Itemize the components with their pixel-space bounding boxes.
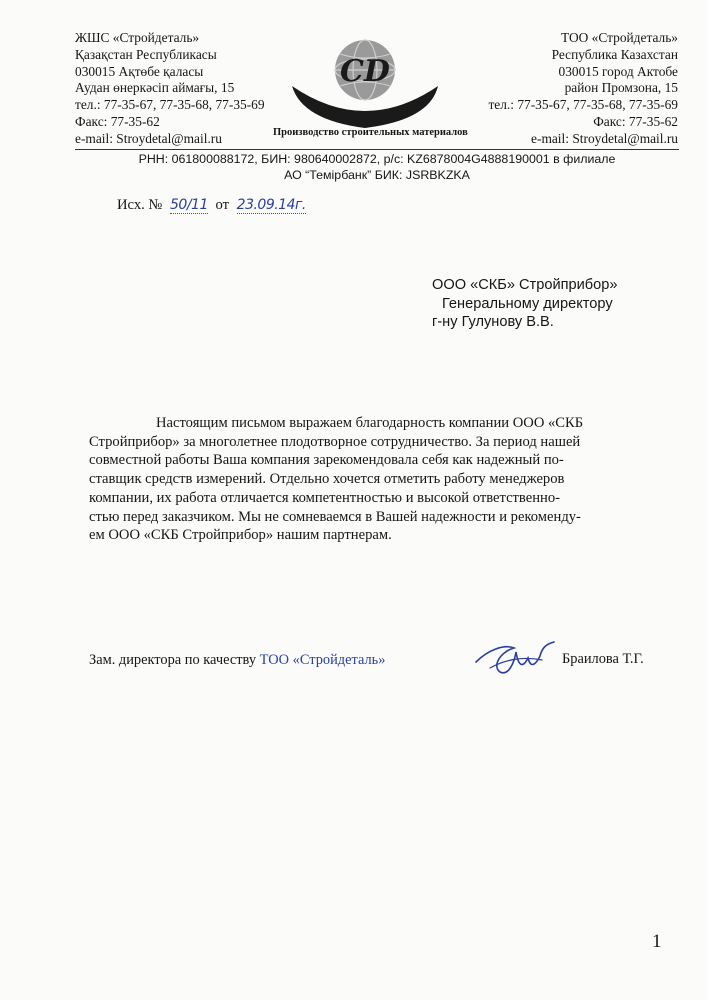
company-logo (290, 24, 440, 134)
letterhead-right-line: тел.: 77-35-67, 77-35-68, 77-35-69 (488, 97, 678, 113)
outgoing-date: 23.09.14г. (236, 197, 306, 213)
letterhead-divider (75, 149, 679, 150)
addressee-line: ООО «СКБ» Стройприбор» (432, 277, 618, 293)
letterhead-left-line: тел.: 77-35-67, 77-35-68, 77-35-69 (75, 97, 265, 113)
body-line: компании, их работа отличается компетентностью и высокой ответственно- (89, 489, 560, 506)
body-line: Настоящим письмом выражаем благодарность компании ООО «СКБ (156, 415, 584, 431)
addressee-line: Генеральному директору (442, 295, 613, 312)
letterhead-right-line: ТОО «Стройдеталь» (560, 30, 678, 45)
letterhead-right-line: район Промзона, 15 (564, 80, 678, 96)
body-line: ем ООО «СКБ Стройприбор» нашим партнерам. (89, 527, 392, 544)
body-line: совместной работы Ваша компания зарекомендовала себя как надежный по- (89, 452, 564, 469)
signatory-company: ТОО «Стройдеталь» (259, 652, 386, 668)
letterhead-left-line: Аудан өнеркәсіп аймағы, 15 (75, 80, 235, 96)
letter-body (89, 414, 583, 545)
addressee-line: г-ну Гулунову В.В. (432, 314, 554, 330)
body-line: стью перед заказчиком. Мы не сомневаемся в Вашей надежности и рекоменду- (89, 508, 581, 525)
letterhead-left-line: ЖШС «Стройдеталь» (75, 30, 200, 45)
outgoing-prefix: Исх. № (117, 197, 163, 213)
registration-line: РНН: 061800088172, БИН: 980640002872, р/с: KZ6878004G4888190001 в филиале (138, 152, 616, 166)
addressee-block (432, 276, 618, 332)
signatory-title (89, 652, 385, 669)
letterhead-russian (488, 30, 678, 148)
signatory-position: Зам. директора по качеству (89, 652, 257, 668)
letterhead-left-line: Қазақстан Республикасы (75, 46, 217, 62)
letterhead-right-line: 030015 город Актобе (558, 63, 678, 79)
body-line: ставщик средств измерений. Отдельно хочется отметить работу менеджеров (89, 471, 565, 488)
registration-details (75, 151, 679, 183)
letterhead-left-line: Факс: 77-35-62 (75, 113, 160, 129)
letterhead-right-line: e-mail: Stroydetal@mail.ru (531, 130, 678, 146)
letterhead-kazakh (75, 30, 265, 148)
signatory-name: Браилова Т.Г. (562, 651, 644, 667)
letterhead-left-line: 030015 Ақтөбе қаласы (75, 63, 204, 79)
outgoing-from-label: от (215, 197, 229, 213)
handwritten-signature (470, 630, 560, 680)
body-line: Стройприбор» за многолетнее плодотворное сотрудничество. За период нашей (89, 433, 581, 450)
letterhead-left-line: e-mail: Stroydetal@mail.ru (75, 130, 222, 146)
letterhead-right-line: Республика Казахстан (551, 46, 678, 62)
letterhead-right-line: Факс: 77-35-62 (593, 113, 678, 129)
page-number: 1 (652, 931, 662, 952)
outgoing-number-value: 50/11 (170, 197, 208, 213)
company-tagline: Производство строительных материалов (273, 127, 468, 138)
registration-line: АО “Темірбанк” БИК: JSRBKZKA (284, 168, 470, 182)
outgoing-number (117, 197, 310, 214)
logo-letters: CD (340, 54, 390, 89)
